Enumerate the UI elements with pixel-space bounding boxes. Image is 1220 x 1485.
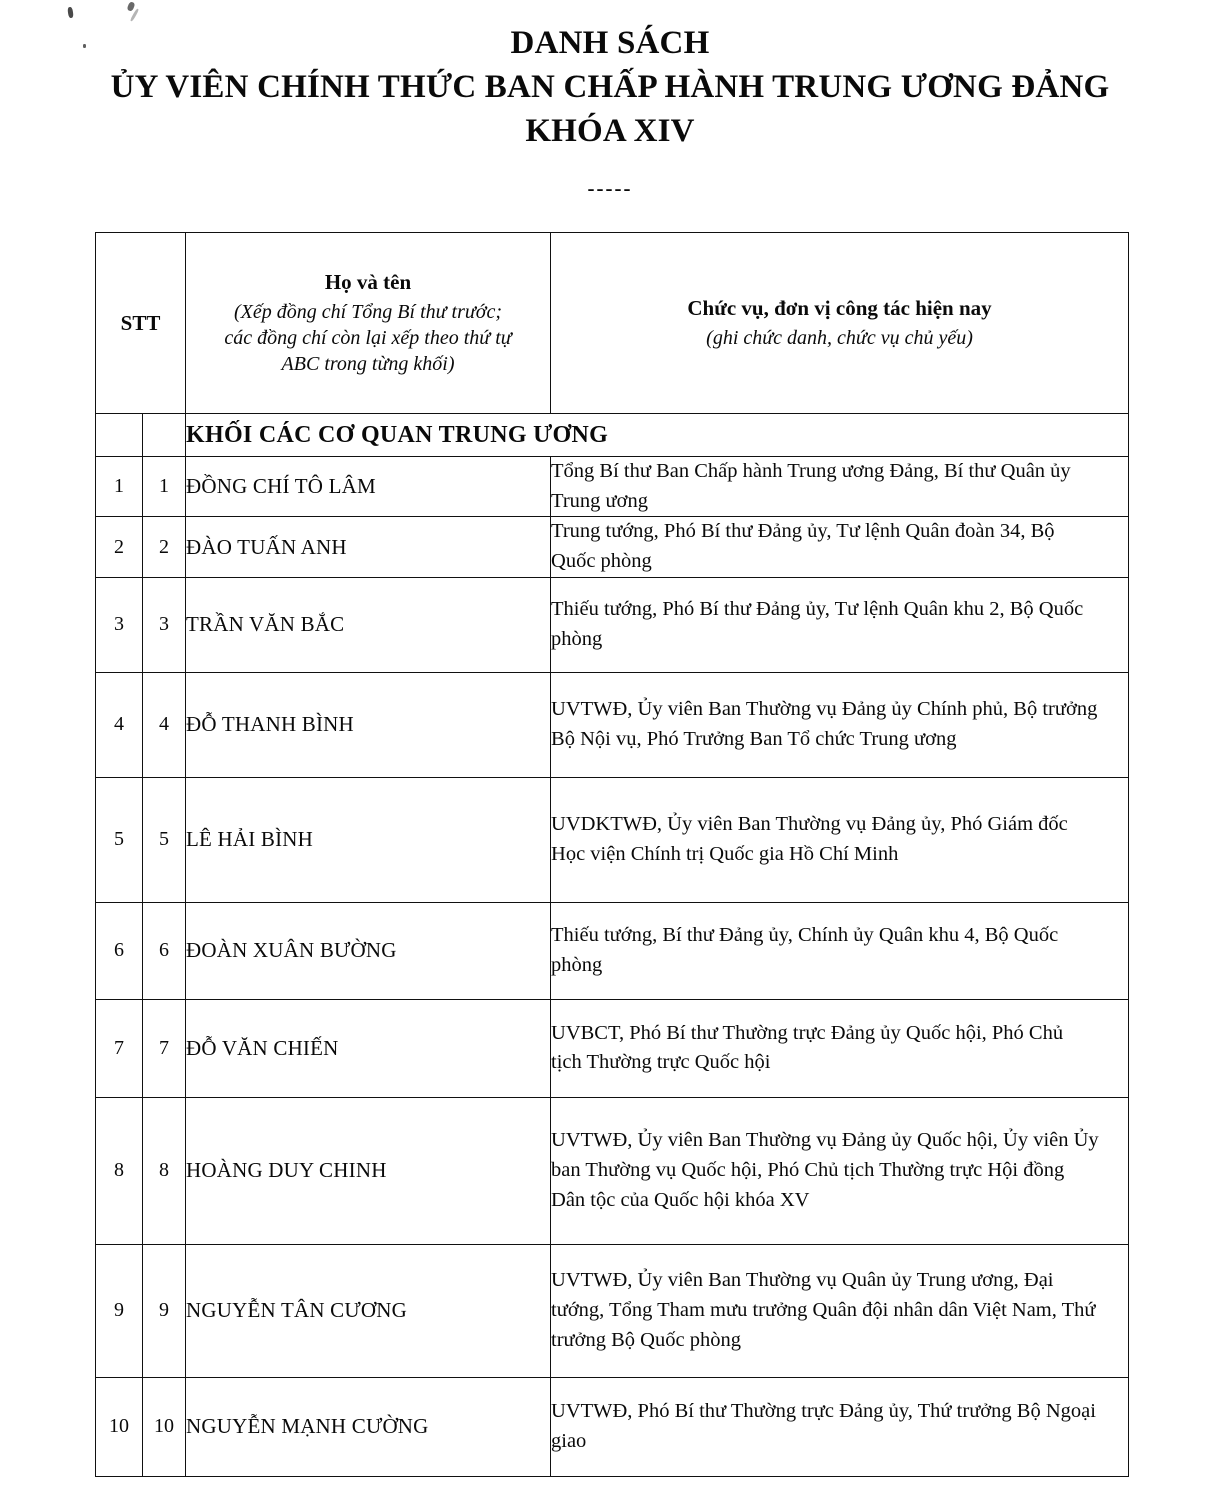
row-role — [551, 672, 1129, 777]
table-row — [96, 1244, 1129, 1377]
row-num: 2 — [143, 517, 186, 577]
header-name — [186, 233, 551, 414]
role-line: UVBCT, Phó Bí thư Thường trực Đảng ủy Quốc hội, Phó Chủ — [551, 1021, 1064, 1044]
role-line: trưởng Bộ Quốc phòng — [551, 1328, 741, 1351]
role-line: UVTWĐ, Ủy viên Ban Thường vụ Đảng ủy Quốc hội, Ủy viên Ủy — [551, 1129, 1099, 1152]
table-row — [96, 577, 1129, 672]
title-line-1: DANH SÁCH — [510, 25, 710, 61]
row-name: ĐỖ VĂN CHIẾN — [186, 999, 551, 1097]
role-line: ban Thường vụ Quốc hội, Phó Chủ tịch Thường trực Hội đồng — [551, 1159, 1065, 1182]
row-num: 10 — [143, 1377, 186, 1476]
scan-speckle — [67, 7, 73, 19]
section-spacer-stt — [96, 414, 143, 457]
members-table — [95, 232, 1129, 1477]
row-role — [551, 1377, 1129, 1476]
row-role — [551, 777, 1129, 902]
row-num: 8 — [143, 1097, 186, 1244]
row-name: NGUYỄN MẠNH CƯỜNG — [186, 1377, 551, 1476]
row-num: 7 — [143, 999, 186, 1097]
header-name-sub-line-1: (Xếp đồng chí Tổng Bí thư trước; — [234, 300, 503, 323]
row-stt: 9 — [96, 1244, 143, 1377]
row-role — [551, 577, 1129, 672]
row-name: NGUYỄN TÂN CƯƠNG — [186, 1244, 551, 1377]
header-stt: STT — [96, 233, 186, 414]
row-name: HOÀNG DUY CHINH — [186, 1097, 551, 1244]
document-title-block — [0, 22, 1220, 199]
row-role — [551, 999, 1129, 1097]
table-row — [96, 1377, 1129, 1476]
table-row — [96, 777, 1129, 902]
title-divider-rule: ----- — [587, 175, 633, 200]
section-title: KHỐI CÁC CƠ QUAN TRUNG ƯƠNG — [186, 414, 1129, 457]
header-name-sub-line-3: ABC trong từng khối) — [281, 352, 455, 375]
table-row — [96, 902, 1129, 999]
table-row — [96, 457, 1129, 517]
row-role — [551, 1244, 1129, 1377]
row-name: ĐỒNG CHÍ TÔ LÂM — [186, 457, 551, 517]
role-line: UVTWĐ, Phó Bí thư Thường trực Đảng ủy, Thứ trưởng Bộ Ngoại — [551, 1400, 1096, 1423]
header-name-main: Họ và tên — [324, 270, 412, 295]
row-name: ĐOÀN XUÂN BƯỜNG — [186, 902, 551, 999]
role-line: Quốc phòng — [551, 550, 652, 573]
row-num: 6 — [143, 902, 186, 999]
role-line: Trung ương — [551, 489, 648, 512]
header-role-sub: (ghi chức danh, chức vụ chủ yếu) — [706, 326, 973, 349]
table-row — [96, 999, 1129, 1097]
role-line: phòng — [551, 627, 603, 650]
row-name: ĐỖ THANH BÌNH — [186, 672, 551, 777]
row-stt: 1 — [96, 457, 143, 517]
role-line: UVDKTWĐ, Ủy viên Ban Thường vụ Đảng ủy, Phó Giám đốc — [551, 813, 1068, 836]
table-row — [96, 1097, 1129, 1244]
row-num: 4 — [143, 672, 186, 777]
row-name: LÊ HẢI BÌNH — [186, 777, 551, 902]
row-stt: 2 — [96, 517, 143, 577]
row-role — [551, 517, 1129, 577]
table-row — [96, 672, 1129, 777]
role-line: UVTWĐ, Ủy viên Ban Thường vụ Quân ủy Trung ương, Đại — [551, 1269, 1054, 1292]
role-line: Thiếu tướng, Phó Bí thư Đảng ủy, Tư lệnh Quân khu 2, Bộ Quốc — [551, 598, 1084, 621]
row-num: 9 — [143, 1244, 186, 1377]
row-stt: 6 — [96, 902, 143, 999]
row-num: 3 — [143, 577, 186, 672]
row-num: 5 — [143, 777, 186, 902]
row-stt: 10 — [96, 1377, 143, 1476]
table-row — [96, 517, 1129, 577]
role-line: Bộ Nội vụ, Phó Trưởng Ban Tổ chức Trung ương — [551, 727, 957, 750]
header-role-main: Chức vụ, đơn vị công tác hiện nay — [687, 296, 992, 321]
role-line: UVTWĐ, Ủy viên Ban Thường vụ Đảng ủy Chính phủ, Bộ trưởng — [551, 698, 1098, 721]
role-line: Dân tộc của Quốc hội khóa XV — [551, 1188, 810, 1211]
row-stt: 7 — [96, 999, 143, 1097]
role-line: tịch Thường trực Quốc hội — [551, 1051, 771, 1074]
row-stt: 3 — [96, 577, 143, 672]
header-role — [551, 233, 1129, 414]
header-name-sub-line-2: các đồng chí còn lại xếp theo thứ tự — [224, 326, 512, 349]
row-stt: 4 — [96, 672, 143, 777]
header-name-sub — [186, 299, 550, 377]
section-spacer-num — [143, 414, 186, 457]
role-line: phòng — [551, 953, 603, 976]
row-num: 1 — [143, 457, 186, 517]
row-stt: 8 — [96, 1097, 143, 1244]
role-line: Tổng Bí thư Ban Chấp hành Trung ương Đảng, Bí thư Quân ủy — [551, 460, 1071, 482]
role-line: Trung tướng, Phó Bí thư Đảng ủy, Tư lệnh Quân đoàn 34, Bộ — [551, 520, 1055, 543]
row-role — [551, 1097, 1129, 1244]
role-line: tướng, Tổng Tham mưu trưởng Quân đội nhân dân Việt Nam, Thứ — [551, 1299, 1096, 1322]
row-name: ĐÀO TUẤN ANH — [186, 517, 551, 577]
title-line-2: ỦY VIÊN CHÍNH THỨC BAN CHẤP HÀNH TRUNG ƯƠNG ĐẢNG — [110, 68, 1110, 105]
role-line: giao — [551, 1429, 587, 1452]
title-line-3: KHÓA XIV — [525, 112, 695, 149]
role-line: Thiếu tướng, Bí thư Đảng ủy, Chính ủy Quân khu 4, Bộ Quốc — [551, 924, 1059, 947]
table-header-row — [96, 233, 1129, 414]
section-header-row — [96, 414, 1129, 457]
role-line: Học viện Chính trị Quốc gia Hồ Chí Minh — [551, 842, 899, 865]
row-stt: 5 — [96, 777, 143, 902]
row-role — [551, 457, 1129, 517]
row-name: TRẦN VĂN BẮC — [186, 577, 551, 672]
row-role — [551, 902, 1129, 999]
